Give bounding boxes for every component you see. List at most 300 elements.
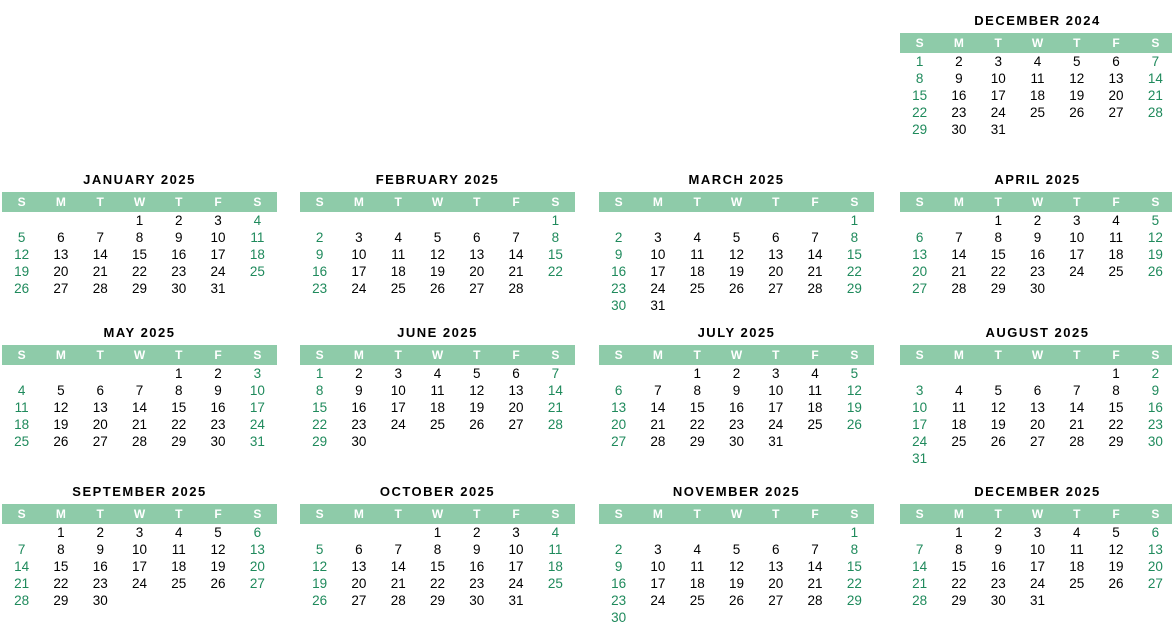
day-cell: 2 (1033, 213, 1042, 228)
day-cell: 17 (650, 576, 666, 591)
weekday-label: T (175, 195, 183, 209)
day-cell: 26 (1069, 105, 1085, 120)
day-cell: 13 (768, 559, 784, 574)
day-cell: 23 (1147, 417, 1163, 432)
day-cell: 7 (1073, 383, 1081, 398)
day-cell (939, 212, 978, 229)
day-cell: 15 (846, 559, 862, 574)
day-cell: 26 (210, 576, 226, 591)
day-cell: 28 (650, 434, 666, 449)
day-cell: 6 (473, 230, 481, 245)
day-cell: 22 (912, 105, 928, 120)
day-cell: 17 (912, 417, 928, 432)
weekday-label: S (915, 348, 924, 362)
day-cell: 21 (650, 417, 666, 432)
day-cell: 29 (1108, 434, 1124, 449)
day-cell: 15 (1108, 400, 1124, 415)
day-cell: 23 (312, 281, 328, 296)
month-title: SEPTEMBER 2025 (72, 484, 207, 499)
day-cell (756, 297, 795, 314)
week-row (300, 212, 575, 229)
day-cell: 5 (1151, 213, 1160, 228)
week-row (300, 246, 575, 263)
day-cell: 15 (429, 559, 445, 574)
day-cell (1057, 121, 1096, 138)
day-cell (1136, 280, 1172, 297)
day-cell: 24 (390, 417, 406, 432)
day-cell: 29 (951, 593, 967, 608)
month-title: FEBRUARY 2025 (375, 172, 500, 187)
day-cell: 23 (951, 105, 967, 120)
day-cell: 2 (315, 230, 324, 245)
day-cell: 19 (210, 559, 226, 574)
day-cell: 4 (433, 366, 442, 381)
day-cell (238, 592, 277, 609)
month-calendar (300, 171, 575, 297)
week-row (2, 229, 277, 246)
day-cell: 1 (693, 366, 701, 381)
day-cell: 24 (508, 576, 524, 591)
day-cell: 11 (1109, 230, 1124, 245)
day-cell: 10 (390, 383, 406, 398)
weekday-label: T (473, 507, 481, 521)
day-cell: 21 (92, 264, 108, 279)
day-cell: 27 (1029, 434, 1045, 449)
weekday-label: S (315, 348, 324, 362)
day-cell: 6 (915, 230, 924, 245)
weekday-label: F (1112, 36, 1120, 50)
week-row (900, 541, 1172, 558)
week-row (2, 365, 277, 382)
day-cell: 27 (1108, 105, 1124, 120)
week-row (599, 609, 874, 626)
day-cell: 1 (850, 213, 859, 228)
day-cell: 23 (171, 264, 187, 279)
day-cell: 25 (14, 434, 30, 449)
month-title: OCTOBER 2025 (379, 484, 496, 499)
weekday-label: T (1073, 348, 1081, 362)
day-cell: 4 (253, 213, 262, 228)
day-cell: 2 (214, 366, 222, 381)
day-cell: 11 (690, 559, 705, 574)
day-cell: 11 (14, 400, 29, 415)
week-row (300, 524, 575, 541)
day-cell: 26 (728, 281, 744, 296)
day-cell: 14 (390, 559, 406, 574)
day-cell: 22 (547, 264, 563, 279)
day-cell: 14 (1147, 71, 1163, 86)
day-cell: 8 (693, 383, 701, 398)
day-cell: 6 (512, 366, 520, 381)
day-cell: 28 (390, 593, 406, 608)
day-cell: 3 (1073, 213, 1081, 228)
day-cell: 7 (1151, 54, 1160, 69)
day-cell (198, 592, 237, 609)
month-calendar (900, 12, 1172, 138)
day-cell (1096, 592, 1135, 609)
month-title: MARCH 2025 (688, 172, 785, 187)
day-cell: 1 (1112, 366, 1120, 381)
month-title: DECEMBER 2025 (974, 484, 1101, 499)
day-cell: 16 (171, 247, 187, 262)
day-cell: 13 (249, 542, 265, 557)
day-cell: 25 (171, 576, 187, 591)
week-row (900, 212, 1172, 229)
day-cell: 11 (548, 542, 563, 557)
week-row (599, 399, 874, 416)
day-cell: 8 (135, 230, 144, 245)
day-cell: 1 (850, 525, 859, 540)
day-cell (418, 433, 457, 450)
day-cell: 13 (351, 559, 367, 574)
day-cell: 20 (768, 264, 784, 279)
day-cell: 8 (1112, 383, 1120, 398)
week-row (2, 246, 277, 263)
day-cell: 1 (57, 525, 65, 540)
day-cell (795, 212, 834, 229)
day-cell (379, 212, 418, 229)
day-cell (900, 524, 939, 541)
week-row (599, 212, 874, 229)
day-cell: 19 (1069, 88, 1085, 103)
day-cell: 18 (1069, 559, 1085, 574)
weekday-label: T (96, 195, 104, 209)
day-cell (795, 433, 834, 450)
day-cell (835, 297, 874, 314)
day-cell: 30 (1029, 281, 1045, 296)
day-cell: 4 (693, 542, 701, 557)
day-cell: 12 (1108, 542, 1124, 557)
day-cell: 28 (951, 281, 967, 296)
weekday-label: T (994, 507, 1002, 521)
day-cell: 16 (1147, 400, 1163, 415)
day-cell: 9 (994, 542, 1002, 557)
day-cell (1136, 592, 1172, 609)
day-cell: 1 (994, 213, 1002, 228)
day-cell: 2 (175, 213, 183, 228)
day-cell: 21 (508, 264, 524, 279)
day-cell: 4 (17, 383, 26, 398)
day-cell: 20 (249, 559, 265, 574)
day-cell: 12 (53, 400, 69, 415)
day-cell: 25 (807, 417, 823, 432)
day-cell: 19 (429, 264, 445, 279)
day-cell (81, 212, 120, 229)
day-cell: 15 (131, 247, 147, 262)
weekday-header (300, 192, 575, 212)
weekday-header (2, 504, 277, 524)
day-cell: 12 (728, 559, 744, 574)
day-cell: 23 (728, 417, 744, 432)
day-cell: 18 (171, 559, 187, 574)
day-cell (678, 524, 717, 541)
week-row (900, 104, 1172, 121)
day-cell: 12 (469, 383, 485, 398)
day-cell: 13 (1147, 542, 1163, 557)
month-calendar (2, 483, 277, 609)
month-calendar (599, 171, 874, 314)
day-cell: 20 (912, 264, 928, 279)
day-cell: 26 (312, 593, 328, 608)
day-cell (835, 609, 874, 626)
day-cell: 16 (951, 88, 967, 103)
week-row (900, 558, 1172, 575)
day-cell: 12 (728, 247, 744, 262)
weekday-label: F (811, 195, 819, 209)
day-cell: 4 (1033, 54, 1042, 69)
day-cell: 3 (214, 213, 222, 228)
weekday-label: F (1112, 507, 1120, 521)
day-cell: 27 (611, 434, 627, 449)
weekday-header (2, 192, 277, 212)
day-cell: 26 (469, 417, 485, 432)
day-cell (1018, 365, 1057, 382)
day-cell: 20 (53, 264, 69, 279)
day-cell: 5 (214, 525, 222, 540)
day-cell (1057, 592, 1096, 609)
day-cell: 6 (772, 230, 780, 245)
week-row (900, 399, 1172, 416)
day-cell: 26 (846, 417, 862, 432)
day-cell: 17 (249, 400, 265, 415)
day-cell: 3 (253, 366, 262, 381)
week-row (599, 229, 874, 246)
day-cell: 14 (508, 247, 524, 262)
day-cell: 15 (990, 247, 1006, 262)
day-cell: 28 (92, 281, 108, 296)
day-cell: 17 (768, 400, 784, 415)
day-cell: 31 (990, 122, 1006, 137)
week-row (900, 433, 1172, 450)
weekday-label: T (772, 507, 780, 521)
day-cell: 30 (611, 298, 627, 313)
week-row (300, 263, 575, 280)
day-cell: 1 (433, 525, 442, 540)
day-cell: 14 (650, 400, 666, 415)
day-cell (496, 212, 535, 229)
day-cell: 14 (547, 383, 563, 398)
day-cell (300, 212, 339, 229)
day-cell: 27 (912, 281, 928, 296)
weekday-label: T (394, 507, 402, 521)
day-cell: 7 (96, 230, 104, 245)
day-cell: 23 (210, 417, 226, 432)
weekday-label: W (431, 348, 444, 362)
week-row (599, 541, 874, 558)
day-cell: 7 (17, 542, 26, 557)
day-cell: 7 (654, 383, 662, 398)
day-cell: 21 (807, 264, 823, 279)
week-row (2, 592, 277, 609)
week-row (599, 280, 874, 297)
day-cell: 16 (351, 400, 367, 415)
day-cell: 22 (312, 417, 328, 432)
weekday-label: T (473, 348, 481, 362)
day-cell: 31 (249, 434, 265, 449)
week-row (900, 246, 1172, 263)
week-row (300, 575, 575, 592)
month-calendar (900, 483, 1172, 609)
day-cell: 25 (689, 593, 705, 608)
day-cell: 17 (351, 264, 367, 279)
day-cell: 17 (1029, 559, 1045, 574)
day-cell: 6 (1112, 54, 1120, 69)
day-cell: 9 (1033, 230, 1042, 245)
weekday-label: T (96, 348, 104, 362)
day-cell: 23 (351, 417, 367, 432)
day-cell: 25 (951, 434, 967, 449)
day-cell: 3 (654, 542, 662, 557)
day-cell (339, 212, 378, 229)
day-cell: 30 (990, 593, 1006, 608)
day-cell: 30 (351, 434, 367, 449)
day-cell: 21 (807, 576, 823, 591)
day-cell: 27 (768, 281, 784, 296)
day-cell: 10 (912, 400, 928, 415)
day-cell: 7 (955, 230, 963, 245)
day-cell: 13 (508, 383, 524, 398)
day-cell (1057, 280, 1096, 297)
week-row (300, 229, 575, 246)
week-row (2, 541, 277, 558)
day-cell: 10 (508, 542, 524, 557)
month-title: NOVEMBER 2025 (672, 484, 801, 499)
day-cell: 13 (469, 247, 485, 262)
day-cell: 8 (433, 542, 442, 557)
weekday-label: T (1073, 195, 1081, 209)
day-cell: 11 (808, 383, 823, 398)
week-row (900, 121, 1172, 138)
week-row (599, 433, 874, 450)
day-cell: 16 (469, 559, 485, 574)
day-cell: 3 (1033, 525, 1042, 540)
day-cell: 22 (846, 576, 862, 591)
day-cell (159, 592, 198, 609)
weekday-label: F (214, 348, 222, 362)
weekday-label: S (1151, 348, 1160, 362)
week-row (2, 416, 277, 433)
day-cell (1096, 450, 1135, 467)
day-cell: 8 (57, 542, 65, 557)
day-cell: 24 (768, 417, 784, 432)
day-cell: 2 (955, 54, 963, 69)
week-row (300, 558, 575, 575)
month-title: JULY 2025 (697, 325, 776, 340)
day-cell: 1 (915, 54, 924, 69)
day-cell: 30 (951, 122, 967, 137)
day-cell: 20 (351, 576, 367, 591)
week-row (900, 416, 1172, 433)
weekday-label: S (1151, 195, 1160, 209)
weekday-label: M (353, 195, 364, 209)
day-cell: 21 (912, 576, 928, 591)
day-cell: 11 (430, 383, 445, 398)
weekday-header (900, 504, 1172, 524)
day-cell (2, 365, 41, 382)
day-cell: 21 (390, 576, 406, 591)
week-row (900, 575, 1172, 592)
day-cell: 9 (1151, 383, 1160, 398)
day-cell: 28 (807, 281, 823, 296)
week-row (599, 592, 874, 609)
day-cell: 4 (811, 366, 819, 381)
day-cell (496, 433, 535, 450)
day-cell: 14 (951, 247, 967, 262)
day-cell: 13 (768, 247, 784, 262)
day-cell: 24 (912, 434, 928, 449)
week-row (599, 416, 874, 433)
day-cell: 14 (1069, 400, 1085, 415)
day-cell: 17 (1069, 247, 1085, 262)
weekday-label: M (953, 195, 964, 209)
day-cell: 9 (614, 247, 623, 262)
day-cell: 26 (14, 281, 30, 296)
day-cell: 23 (92, 576, 108, 591)
day-cell: 22 (53, 576, 69, 591)
day-cell (638, 609, 677, 626)
day-cell (599, 365, 638, 382)
day-cell: 12 (846, 383, 862, 398)
day-cell: 26 (1147, 264, 1163, 279)
day-cell: 24 (249, 417, 265, 432)
day-cell: 16 (1029, 247, 1045, 262)
weekday-header (599, 192, 874, 212)
day-cell: 31 (912, 451, 928, 466)
day-cell: 10 (351, 247, 367, 262)
day-cell: 12 (1147, 230, 1163, 245)
day-cell: 5 (433, 230, 442, 245)
day-cell: 2 (1151, 366, 1160, 381)
day-cell: 19 (1147, 247, 1163, 262)
day-cell (457, 433, 496, 450)
day-cell: 3 (915, 383, 924, 398)
week-row (599, 263, 874, 280)
day-cell (638, 524, 677, 541)
day-cell: 7 (811, 542, 819, 557)
day-cell: 29 (990, 281, 1006, 296)
day-cell: 18 (547, 559, 563, 574)
day-cell: 22 (689, 417, 705, 432)
day-cell: 16 (92, 559, 108, 574)
day-cell: 22 (846, 264, 862, 279)
day-cell: 5 (315, 542, 324, 557)
day-cell: 10 (650, 559, 666, 574)
day-cell: 9 (175, 230, 183, 245)
day-cell: 29 (131, 281, 147, 296)
day-cell: 14 (912, 559, 928, 574)
weekday-label: S (17, 348, 26, 362)
day-cell (1018, 121, 1057, 138)
day-cell: 28 (807, 593, 823, 608)
day-cell: 20 (92, 417, 108, 432)
day-cell: 11 (171, 542, 186, 557)
day-cell: 13 (912, 247, 928, 262)
week-row (300, 365, 575, 382)
weekday-label: S (551, 348, 560, 362)
day-cell: 4 (1112, 213, 1120, 228)
day-cell (795, 524, 834, 541)
day-cell: 21 (131, 417, 147, 432)
day-cell: 16 (611, 264, 627, 279)
weekday-label: F (214, 507, 222, 521)
day-cell: 22 (171, 417, 187, 432)
week-row (900, 365, 1172, 382)
day-cell (1057, 450, 1096, 467)
day-cell (1057, 365, 1096, 382)
day-cell: 27 (351, 593, 367, 608)
day-cell: 31 (650, 298, 666, 313)
day-cell: 14 (807, 559, 823, 574)
